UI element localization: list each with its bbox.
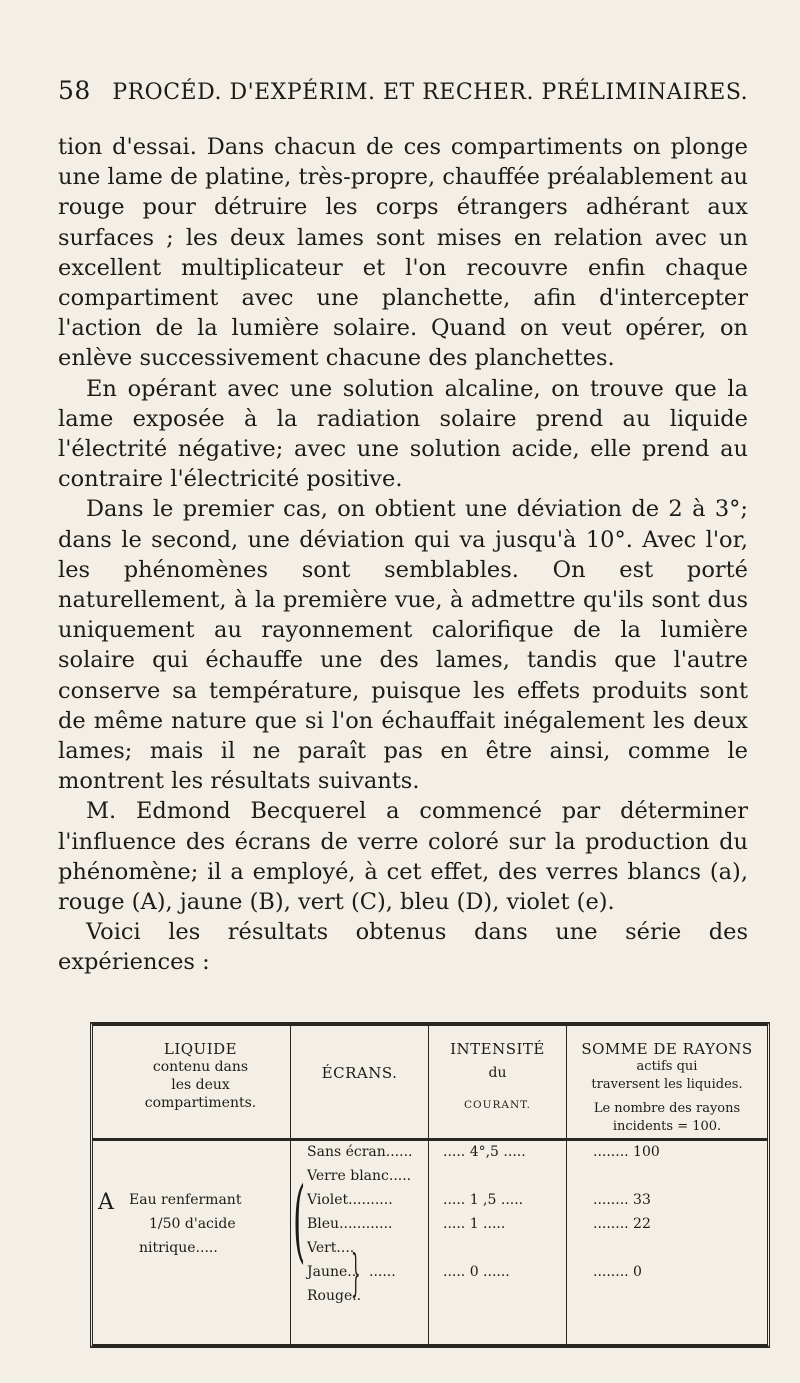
screen-label: Jaune..: [307, 1264, 357, 1280]
header-somme-title: SOMME DE RAYONS: [581, 1040, 753, 1058]
header-liquide-line: compartiments.: [144, 1095, 257, 1111]
liquid-line: 1/50 d'acide: [149, 1216, 236, 1232]
paragraph-4: M. Edmond Becquerel a commencé par déterminer l'influence des écrans de verre coloré sur la production du phénomène; il a employé, à cet effet, des verres blancs (a), rouge (A), jaune (B), vert (C), bleu (D), violet (e).: [58, 798, 748, 916]
header-somme-line: actifs qui: [636, 1059, 698, 1074]
screen-label: Bleu............: [307, 1216, 393, 1232]
row-label: A: [98, 1190, 114, 1215]
paragraph-1: tion d'essai. Dans chacun de ces compartiments on plonge une lame de platine, très-propre, chauffée préalablement au rouge pour détruire les corps étrangers adhérant aux surfaces ; les deux lames sont mises en relation avec un excellent multiplicateur et l'on recouvre enfin chaque compartiment avec une planchette, afin d'intercepter l'action de la lumière solaire. Quand on veut opérer, on enlève successivement chacune des planchettes.: [58, 134, 748, 372]
header-somme: [567, 1040, 767, 1136]
results-table: [90, 1022, 770, 1348]
header-ecrans: [291, 1064, 428, 1082]
screen-label: Vert....: [307, 1240, 355, 1256]
liquid-line: Eau renfermant: [129, 1192, 242, 1208]
header-somme-line: Le nombre des rayons: [593, 1101, 741, 1116]
screen-label: Verre blanc.....: [307, 1168, 412, 1184]
header-ecrans-title: ÉCRANS.: [321, 1064, 398, 1082]
intensity-value: ..... 0 ......: [443, 1264, 510, 1280]
liquid-line: nitrique.....: [139, 1240, 218, 1256]
screen-label: Sans écran......: [307, 1144, 413, 1160]
header-liquide-line: les deux: [171, 1077, 230, 1093]
header-intensite-title: INTENSITÉ: [450, 1040, 545, 1058]
rays-value: ........ 22: [593, 1216, 651, 1232]
header-liquide: [113, 1040, 288, 1112]
rays-value: ........ 0: [593, 1264, 642, 1280]
header-liquide-title: LIQUIDE: [163, 1040, 238, 1058]
rays-value: ........ 100: [593, 1144, 660, 1160]
group-dots: ......: [369, 1264, 396, 1280]
table-header-rule: [93, 1138, 767, 1141]
brace-right: }: [351, 1244, 361, 1302]
paragraph-3: Dans le premier cas, on obtient une déviation de 2 à 3°; dans le second, une déviation qui va jusqu'à 10°. Avec l'or, les phénomènes sont semblables. On est porté naturellement, à la première vue, à admettre qu'ils sont dus uniquement au rayonnement calorifique de la lumière solaire qui échauffe une des lames, tandis que l'autre conserve sa température, puisque les effets produits sont de même nature que si l'on échauffait inégalement les deux lames; mais il ne paraît pas en être ainsi, comme le montrent les résultats suivants.: [58, 496, 748, 795]
intensity-value: ..... 1 .....: [443, 1216, 506, 1232]
intensity-value: ..... 4°,5 .....: [443, 1144, 526, 1160]
header-liquide-line: contenu dans: [152, 1059, 249, 1075]
running-head: [58, 76, 758, 105]
header-somme-line: incidents = 100.: [612, 1119, 722, 1134]
brace-left: (: [293, 1168, 306, 1273]
screen-label: Violet..........: [307, 1192, 393, 1208]
screen-label: Rouge..: [307, 1288, 362, 1304]
page-number: 58: [58, 76, 91, 105]
header-intensite: [429, 1040, 566, 1114]
header-intensite-line: du: [488, 1065, 507, 1081]
body-text: [58, 132, 748, 978]
paragraph-5: Voici les résultats obtenus dans une série des expériences :: [58, 919, 748, 976]
intensity-value: ..... 1 ,5 .....: [443, 1192, 524, 1208]
running-head-title: PROCÉD. D'EXPÉRIM. ET RECHER. PRÉLIMINAIRES.: [112, 80, 749, 105]
header-intensite-line: COURANT.: [464, 1099, 531, 1111]
paragraph-2: En opérant avec une solution alcaline, on trouve que la lame exposée à la radiation solaire prend au liquide l'électrité négative; avec une solution acide, elle prend au contraire l'électricité positive.: [58, 375, 748, 493]
header-somme-line: traversent les liquides.: [591, 1077, 743, 1092]
rays-value: ........ 33: [593, 1192, 651, 1208]
